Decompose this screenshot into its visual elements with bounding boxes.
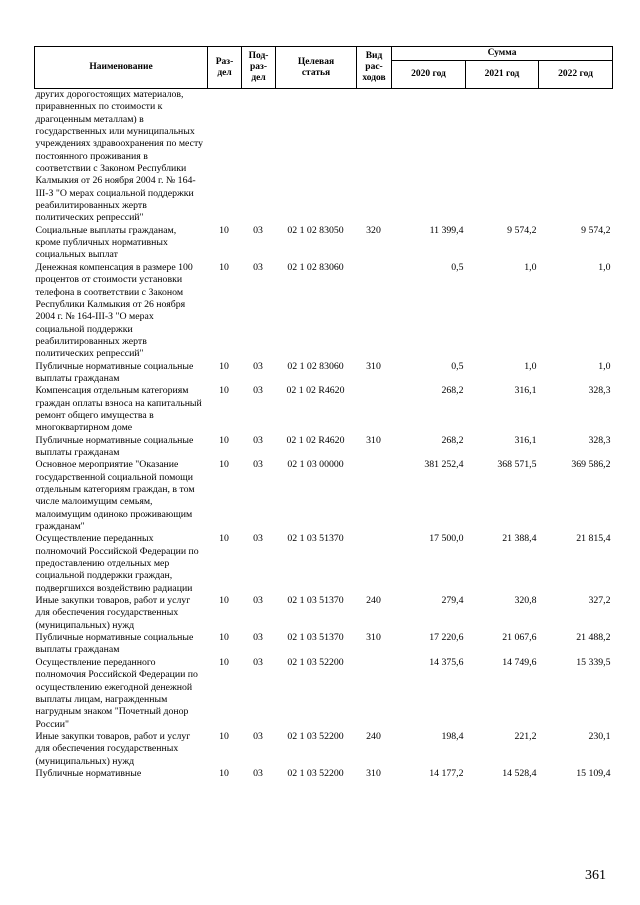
- table-header: [35, 47, 613, 89]
- row-razdel: 10: [219, 434, 229, 446]
- header-target-article: Целевая статья: [276, 47, 357, 89]
- row-expense-type: 310: [366, 632, 381, 644]
- row-podrazdel: 03: [253, 360, 263, 372]
- row-sum-2022: [539, 89, 613, 225]
- row-razdel: 10: [219, 767, 229, 779]
- table-row: [35, 533, 613, 595]
- row-target-article: 02 1 02 83060: [287, 261, 344, 273]
- table-row: [35, 89, 613, 225]
- row-sum-2021: 316,1: [514, 385, 537, 397]
- row-expense-type: [357, 89, 392, 225]
- row-sum-2021: 221,2: [514, 730, 537, 742]
- row-name: Осуществление переданного полномочия Российской Федерации по осуществлению ежегодной денежной выплаты лицам, награжденным нагрудным знаком "Почетный донор России": [35, 656, 198, 730]
- row-sum-2022: 327,2: [588, 595, 611, 607]
- row-sum-2020: 381 252,4: [424, 459, 464, 471]
- table-row: [35, 225, 613, 262]
- row-sum-2020: 268,2: [441, 434, 464, 446]
- row-name: других дорогостоящих материалов, приравненных по стоимости к драгоценным металлам) в государственных или муниципальных учреждениях здравоохранения по месту постоянного проживания в соответствии с Законом Республики Калмыкия от 26 ноября 2004 г. № 164-III-З "О мерах социальной поддержки реабилитированных жертв политических репрессий": [35, 89, 204, 224]
- row-razdel: 10: [219, 360, 229, 372]
- row-sum-2022: 230,1: [588, 730, 611, 742]
- row-sum-2022: 15 339,5: [576, 656, 611, 668]
- header-year-2021: 2021 год: [466, 61, 539, 89]
- row-name: Основное мероприятие "Оказание государственной социальной помощи отдельным категориям граждан, в том числе малоимущим семьям, малоимущим одиноко проживающим гражданам": [35, 459, 195, 533]
- row-razdel: 10: [219, 385, 229, 397]
- row-expense-type: 240: [366, 595, 381, 607]
- table-row: [35, 768, 613, 780]
- row-name: Социальные выплаты гражданам, кроме публичных нормативных социальных выплат: [35, 224, 177, 261]
- row-sum-2022: 9 574,2: [581, 224, 611, 236]
- table-row: [35, 459, 613, 533]
- row-razdel: 10: [219, 224, 229, 236]
- table-row: [35, 657, 613, 731]
- row-expense-type: [357, 262, 392, 361]
- table-row: [35, 385, 613, 434]
- row-sum-2022: 1,0: [598, 360, 611, 372]
- row-podrazdel: 03: [253, 261, 263, 273]
- row-name: Иные закупки товаров, работ и услуг для обеспечения государственных (муниципальных) нужд: [35, 595, 191, 631]
- row-sum-2021: [466, 89, 539, 225]
- row-sum-2020: 0,5: [451, 360, 464, 372]
- row-name: Публичные нормативные социальные выплаты гражданам: [35, 632, 194, 656]
- row-sum-2021: 1,0: [524, 360, 537, 372]
- row-sum-2022: 328,3: [588, 385, 611, 397]
- header-razdel: Раз- дел: [208, 47, 242, 89]
- row-expense-type: [357, 657, 392, 731]
- row-razdel: 10: [219, 632, 229, 644]
- row-razdel: 10: [219, 459, 229, 471]
- row-name: Компенсация отдельным категориям граждан оплаты взноса на капитальный ремонт общего имущества в многоквартирном доме: [35, 385, 202, 434]
- header-podrazdel: Под- раз- дел: [242, 47, 276, 89]
- budget-table: [34, 46, 613, 780]
- page-number: 361: [585, 868, 606, 883]
- row-podrazdel: 03: [253, 730, 263, 742]
- row-sum-2021: 9 574,2: [507, 224, 537, 236]
- row-target-article: 02 1 02 83060: [287, 360, 344, 372]
- row-expense-type: [357, 385, 392, 434]
- row-sum-2021: 316,1: [514, 434, 537, 446]
- row-razdel: 10: [219, 533, 229, 545]
- row-target-article: 02 1 03 00000: [287, 459, 344, 471]
- header-name: Наименование: [35, 47, 208, 89]
- row-sum-2022: 21 488,2: [576, 632, 611, 644]
- header-year-2020: 2020 год: [392, 61, 466, 89]
- row-name: Денежная компенсация в размере 100 процентов от стоимости установки телефона в соответствии с Законом Республики Калмыкия от 26 ноября 2004 г. № 164-III-З "О мерах социальной поддержки реабилитированных жертв политических репрессий": [35, 261, 193, 360]
- row-sum-2022: 328,3: [588, 434, 611, 446]
- row-razdel: 10: [219, 595, 229, 607]
- row-sum-2020: 14 177,2: [429, 767, 464, 779]
- row-target-article: 02 1 03 52200: [287, 656, 344, 668]
- row-target-article: 02 1 03 52200: [287, 730, 344, 742]
- table-row: [35, 262, 613, 361]
- row-sum-2022: 369 586,2: [571, 459, 611, 471]
- row-expense-type: 310: [366, 360, 381, 372]
- row-podrazdel: 03: [253, 656, 263, 668]
- row-razdel: 10: [219, 261, 229, 273]
- row-sum-2022: 21 815,4: [576, 533, 611, 545]
- row-expense-type: [357, 459, 392, 533]
- table-row: [35, 595, 613, 632]
- row-sum-2020: 0,5: [451, 261, 464, 273]
- row-target-article: [276, 89, 357, 225]
- row-name: Осуществление переданных полномочий Российской Федерации по предоставлению отдельных мер социальной поддержки граждан, подвергшихся воздействию радиации: [35, 533, 199, 594]
- row-name: Публичные нормативные социальные выплаты гражданам: [35, 360, 194, 384]
- row-expense-type: [357, 533, 392, 595]
- row-podrazdel: 03: [253, 595, 263, 607]
- row-sum-2022: 15 109,4: [576, 767, 611, 779]
- row-podrazdel: 03: [253, 767, 263, 779]
- row-sum-2021: 21 067,6: [502, 632, 537, 644]
- row-sum-2020: [392, 89, 466, 225]
- row-target-article: 02 1 03 52200: [287, 767, 344, 779]
- row-name: Публичные нормативные: [35, 767, 142, 779]
- header-expense-type: Вид рас- ходов: [357, 47, 392, 89]
- row-podrazdel: 03: [253, 459, 263, 471]
- table-row: [35, 435, 613, 460]
- row-podrazdel: 03: [253, 533, 263, 545]
- row-expense-type: 310: [366, 434, 381, 446]
- row-target-article: 02 1 03 51370: [287, 632, 344, 644]
- row-podrazdel: [242, 89, 276, 225]
- row-expense-type: 240: [366, 730, 381, 742]
- row-sum-2021: 1,0: [524, 261, 537, 273]
- row-sum-2020: 279,4: [441, 595, 464, 607]
- header-sum: Сумма: [392, 47, 613, 61]
- row-podrazdel: 03: [253, 224, 263, 236]
- row-sum-2021: 21 388,4: [502, 533, 537, 545]
- row-sum-2021: 14 528,4: [502, 767, 537, 779]
- row-expense-type: 320: [366, 224, 381, 236]
- row-razdel: 10: [219, 730, 229, 742]
- row-sum-2020: 198,4: [441, 730, 464, 742]
- row-sum-2020: 17 220,6: [429, 632, 464, 644]
- row-sum-2021: 320,8: [514, 595, 537, 607]
- header-year-2022: 2022 год: [539, 61, 613, 89]
- row-sum-2021: 14 749,6: [502, 656, 537, 668]
- table-row: [35, 361, 613, 386]
- row-expense-type: 310: [366, 767, 381, 779]
- row-target-article: 02 1 03 51370: [287, 595, 344, 607]
- row-razdel: 10: [219, 656, 229, 668]
- row-razdel: [208, 89, 242, 225]
- table-row: [35, 632, 613, 657]
- row-target-article: 02 1 02 83050: [287, 224, 344, 236]
- row-podrazdel: 03: [253, 632, 263, 644]
- row-podrazdel: 03: [253, 434, 263, 446]
- row-sum-2020: 268,2: [441, 385, 464, 397]
- row-name: Публичные нормативные социальные выплаты гражданам: [35, 434, 194, 458]
- table-row: [35, 731, 613, 768]
- row-sum-2020: 17 500,0: [429, 533, 464, 545]
- row-sum-2021: 368 571,5: [497, 459, 537, 471]
- row-target-article: 02 1 02 R4620: [286, 385, 345, 397]
- row-sum-2022: 1,0: [598, 261, 611, 273]
- row-sum-2020: 11 399,4: [429, 224, 464, 236]
- row-name: Иные закупки товаров, работ и услуг для обеспечения государственных (муниципальных) нужд: [35, 730, 191, 767]
- table-body: [35, 89, 613, 781]
- row-sum-2020: 14 375,6: [429, 656, 464, 668]
- row-target-article: 02 1 02 R4620: [286, 434, 345, 446]
- row-podrazdel: 03: [253, 385, 263, 397]
- row-target-article: 02 1 03 51370: [287, 533, 344, 545]
